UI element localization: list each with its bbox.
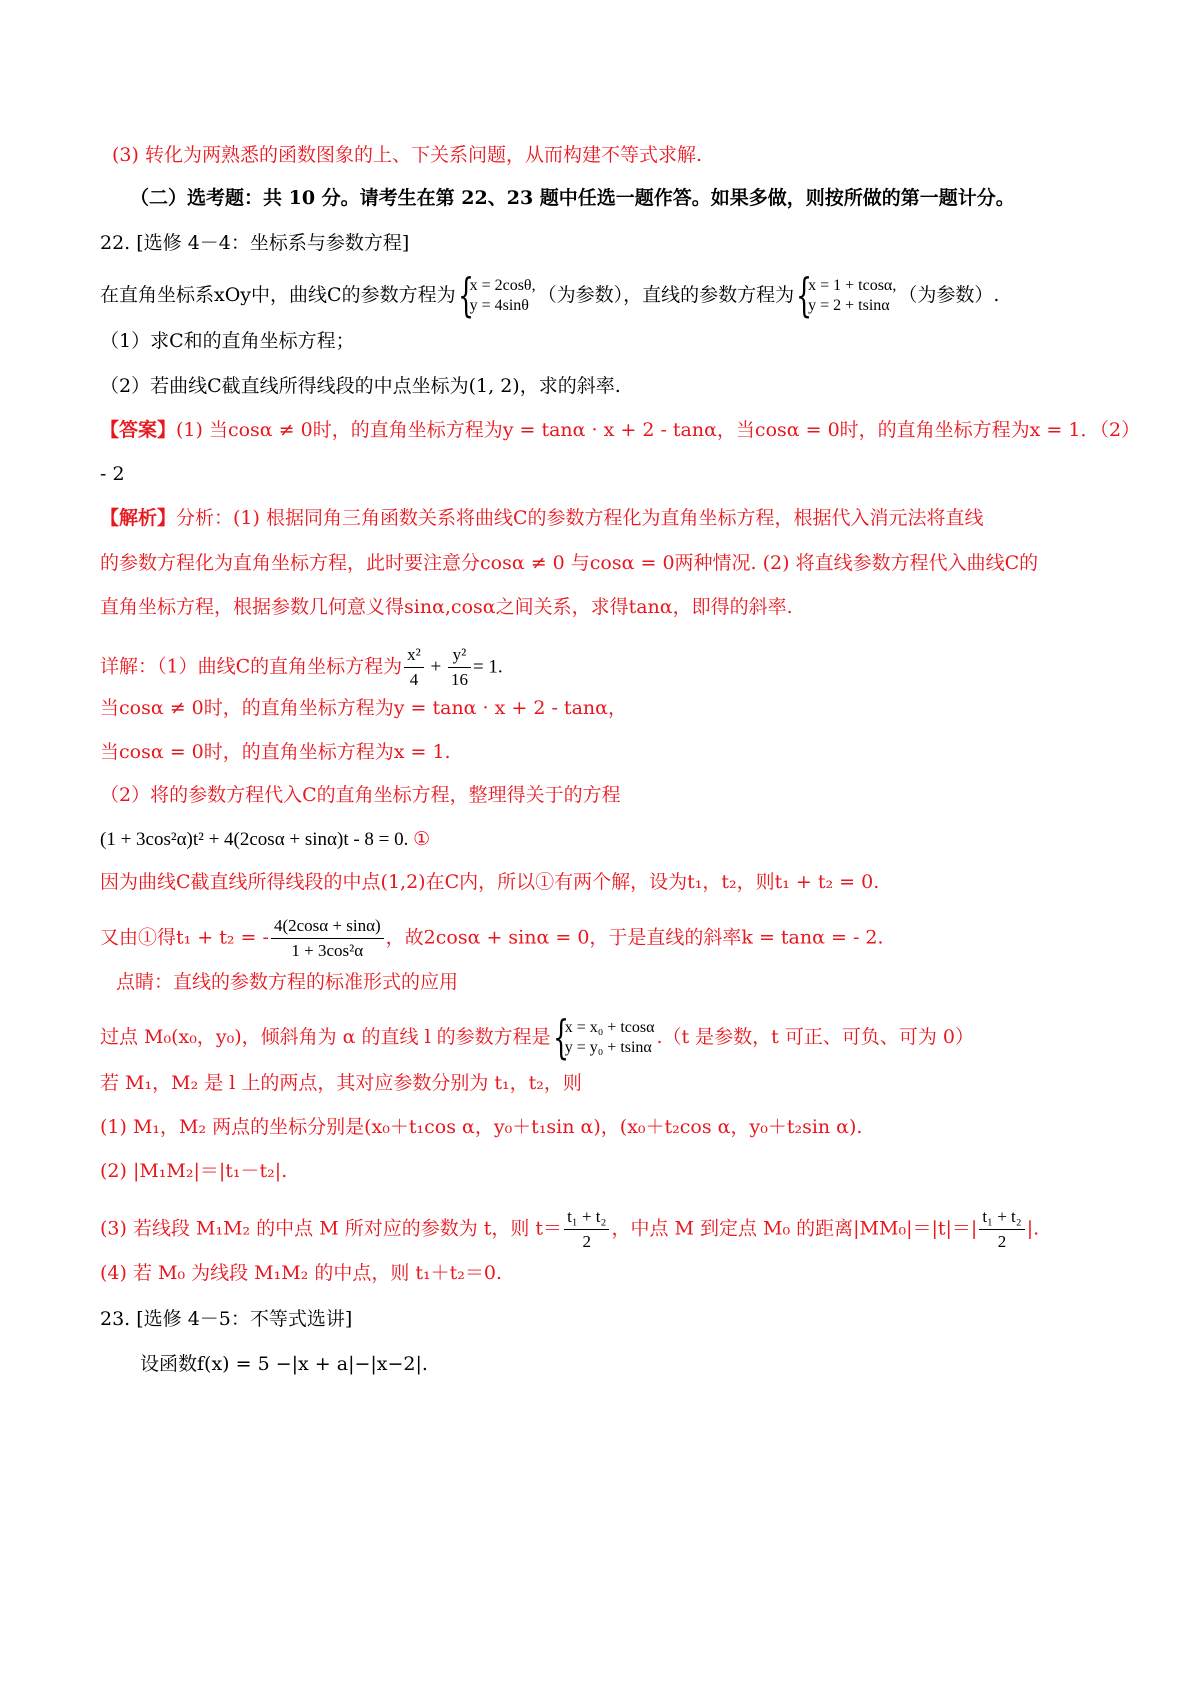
analysis-line-2: 的参数方程化为直角坐标方程，此时要注意分cosα ≠ 0 与cosα = 0两种情况. (2) 将直线参数方程代入曲线C的 — [100, 552, 1039, 574]
question-22-part-2: （2）若曲线C截直线所得线段的中点坐标为(1, 2)，求的斜率. — [100, 375, 621, 397]
prev-answer-step-3: (3) 转化为两熟悉的函数图象的上、下关系问题，从而构建不等式求解. — [112, 144, 702, 166]
tip-line-2: 过点 M₀(x₀，y₀)，倾斜角为 α 的直线 l 的参数方程是 { x = x₀ + tcosα y = y₀ + tsinα .（t 是参数，t 可正、可负、可为 0） — [100, 1010, 974, 1064]
fraction-y2-over-16: $\frac{\text{y²}}{16}$ — [448, 643, 471, 692]
equation-1: (1 + 3cos²α)t² + 4(2cosα + sinα)t - 8 = 0. ① — [100, 829, 431, 850]
tip-line-5: (2) |M₁M₂|＝|t₁－t₂|. — [100, 1160, 288, 1182]
analysis-line-1: 【解析】分析：(1) 根据同角三角函数关系将曲线C的参数方程化为直角坐标方程，根据代入消元法将直线 — [100, 507, 984, 529]
detail-line-3: 当cosα = 0时，的直角坐标方程为x = 1. — [100, 741, 451, 763]
curve-parametric-system: { x = 2cosθ, y = 4sinθ — [457, 268, 536, 322]
question-22-title: 22. [选修 4－4：坐标系与参数方程] — [100, 232, 410, 254]
detail-line-6: 因为曲线C截直线所得线段的中点(1,2)在C内，所以①有两个解，设为t₁，t₂，则t₁ + t₂ = 0. — [100, 871, 880, 893]
line-parametric-system: { x = 1 + tcosα, y = 2 + tsinα — [796, 268, 897, 322]
detail-line-1: 详解：（1）曲线C的直角坐标方程为 $\frac{\text{x²}}{4}$ + $\frac{\text{y²}}{16}$ = 1. — [100, 643, 503, 692]
tip-line-7: (4) 若 M₀ 为线段 M₁M₂ 的中点，则 t₁＋t₂＝0. — [100, 1262, 502, 1284]
answer-value: - 2 — [100, 463, 125, 485]
fraction-x2-over-4: $\frac{\text{x²}}{4}$ — [404, 643, 424, 692]
detail-line-4: （2）将的参数方程代入C的直角坐标方程，整理得关于的方程 — [100, 784, 621, 806]
fraction-midpoint-distance: $\frac{\text{t₁ + t₂}}{2}$ — [979, 1205, 1024, 1254]
detail-line-2: 当cosα ≠ 0时，的直角坐标方程为y = tanα · x + 2 - tanα， — [100, 697, 627, 719]
tip-line-3: 若 M₁，M₂ 是 l 上的两点，其对应参数分别为 t₁，t₂，则 — [100, 1072, 582, 1094]
detail-line-7: 又由①得t₁ + t₂ = - $\frac{4(2\cos\alpha + \sin\alpha)}{\text{1 + 3cos²α}}$ ，故2cosα + sinα = 0，于是直线的斜率k = tanα = - 2. — [100, 914, 884, 963]
tip-line-6: (3) 若线段 M₁M₂ 的中点 M 所对应的参数为 t，则 t＝ $\frac{\text{t₁ + t₂}}{2}$ ，中点 M 到定点 M₀ 的距离|MM₀|＝|t|＝| $\frac{\text{t₁ + t₂}}{2}$ |. — [100, 1205, 1039, 1254]
question-22-stem: 在直角坐标系xOy中，曲线C的参数方程为 { x = 2cosθ, y = 4sinθ （为参数），直线的参数方程为 { x = 1 + tcosα, y = 2 + tsinα （为参数）. — [100, 268, 1000, 322]
fraction-midpoint-param: $\frac{\text{t₁ + t₂}}{2}$ — [564, 1205, 609, 1254]
tip-heading: 点睛：直线的参数方程的标准形式的应用 — [116, 971, 459, 993]
question-23-title: 23. [选修 4－5：不等式选讲] — [100, 1308, 353, 1330]
standard-form-system: { x = x₀ + tcosα y = y₀ + tsinα — [552, 1010, 655, 1064]
optional-section-heading: （二）选考题：共 10 分。请考生在第 22、23 题中任选一题作答。如果多做，则按所做的第一题计分。 — [130, 187, 1015, 209]
analysis-line-3: 直角坐标方程，根据参数几何意义得sinα,cosα之间关系，求得tanα，即得的斜率. — [100, 596, 793, 618]
tip-line-4: (1) M₁，M₂ 两点的坐标分别是(x₀＋t₁cos α，y₀＋t₁sin α)，(x₀＋t₂cos α，y₀＋t₂sin α). — [100, 1116, 863, 1138]
question-22-part-1: （1）求C和的直角坐标方程； — [100, 330, 355, 352]
answer-line: 【答案】(1) 当cosα ≠ 0时，的直角坐标方程为y = tanα · x + 2 - tanα，当cosα = 0时，的直角坐标方程为x = 1．（2） — [100, 419, 1141, 441]
fraction-t-sum: $\frac{4(2\cos\alpha + \sin\alpha)}{\text{1 + 3cos²α}}$ — [271, 914, 384, 963]
question-23-stem: 设函数f(x) = 5 −|x + a|−|x−2|. — [140, 1353, 428, 1375]
